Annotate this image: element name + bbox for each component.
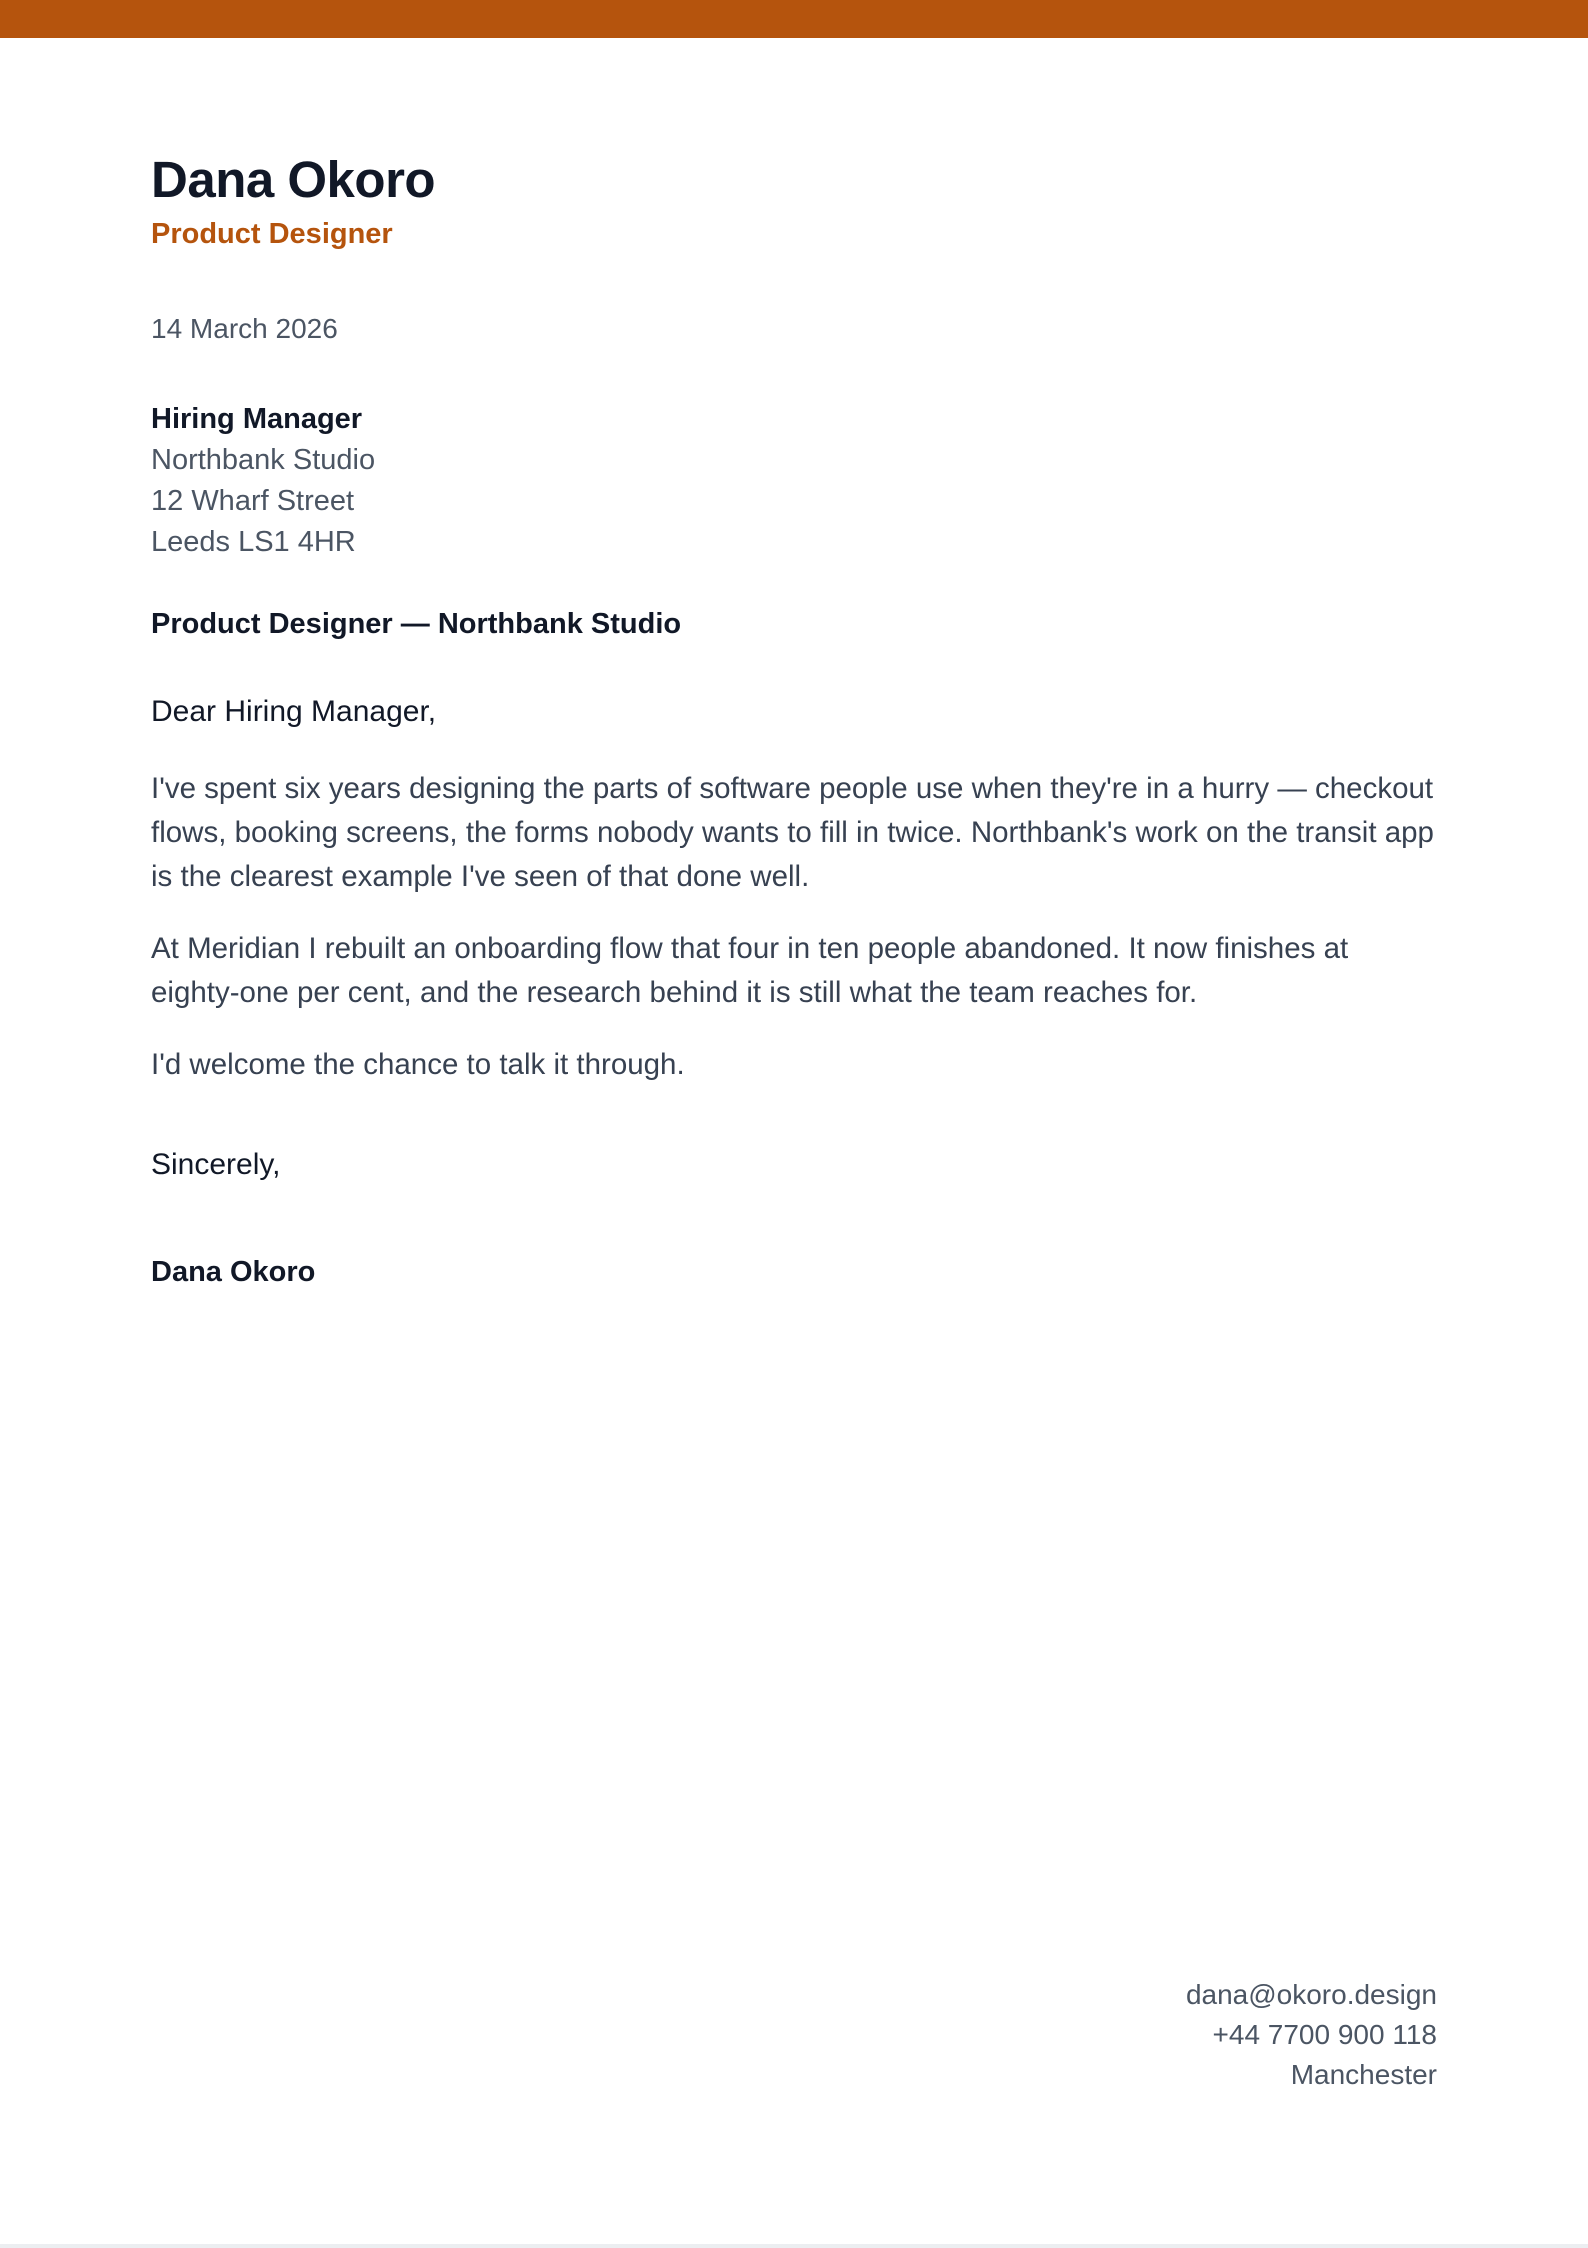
contact-email: dana@okoro.design bbox=[1185, 1979, 1437, 2010]
body-paragraph: At Meridian I rebuilt an onboarding flow that four in ten people abandoned. It now finishes at eighty-one per cent, and the research behind it is still what the team reaches for. bbox=[151, 932, 1349, 1009]
letter-greeting: Dear Hiring Manager, bbox=[151, 695, 437, 728]
contact-block bbox=[1186, 1975, 1437, 2095]
contact-phone: +44 7700 900 118 bbox=[1212, 2019, 1437, 2050]
body-paragraph: I'd welcome the chance to talk it through. bbox=[151, 1048, 685, 1081]
sender-name: Dana Okoro bbox=[151, 151, 436, 208]
letter-signature: Dana Okoro bbox=[151, 1256, 316, 1288]
letter-body bbox=[151, 767, 1441, 1115]
recipient-street: 12 Wharf Street bbox=[151, 485, 355, 517]
letter-closing: Sincerely, bbox=[151, 1148, 281, 1181]
recipient-city: Leeds LS1 4HR bbox=[151, 526, 356, 558]
accent-top-bar bbox=[0, 0, 1588, 38]
recipient-block bbox=[151, 399, 375, 563]
contact-location: Manchester bbox=[1290, 2059, 1437, 2090]
sender-role: Product Designer bbox=[151, 218, 393, 250]
recipient-title: Hiring Manager bbox=[151, 403, 363, 435]
letter-subject: Product Designer — Northbank Studio bbox=[151, 608, 682, 640]
page-bottom-divider bbox=[0, 2244, 1588, 2248]
recipient-company: Northbank Studio bbox=[151, 444, 376, 476]
letter-date: 14 March 2026 bbox=[151, 313, 338, 344]
body-paragraph: I've spent six years designing the parts of software people use when they're in a hurry — checkout flows, booking screens, the forms nobody wants to fill in twice. Northbank's work on the transit app is the clearest example I've seen of that done well. bbox=[151, 772, 1434, 893]
